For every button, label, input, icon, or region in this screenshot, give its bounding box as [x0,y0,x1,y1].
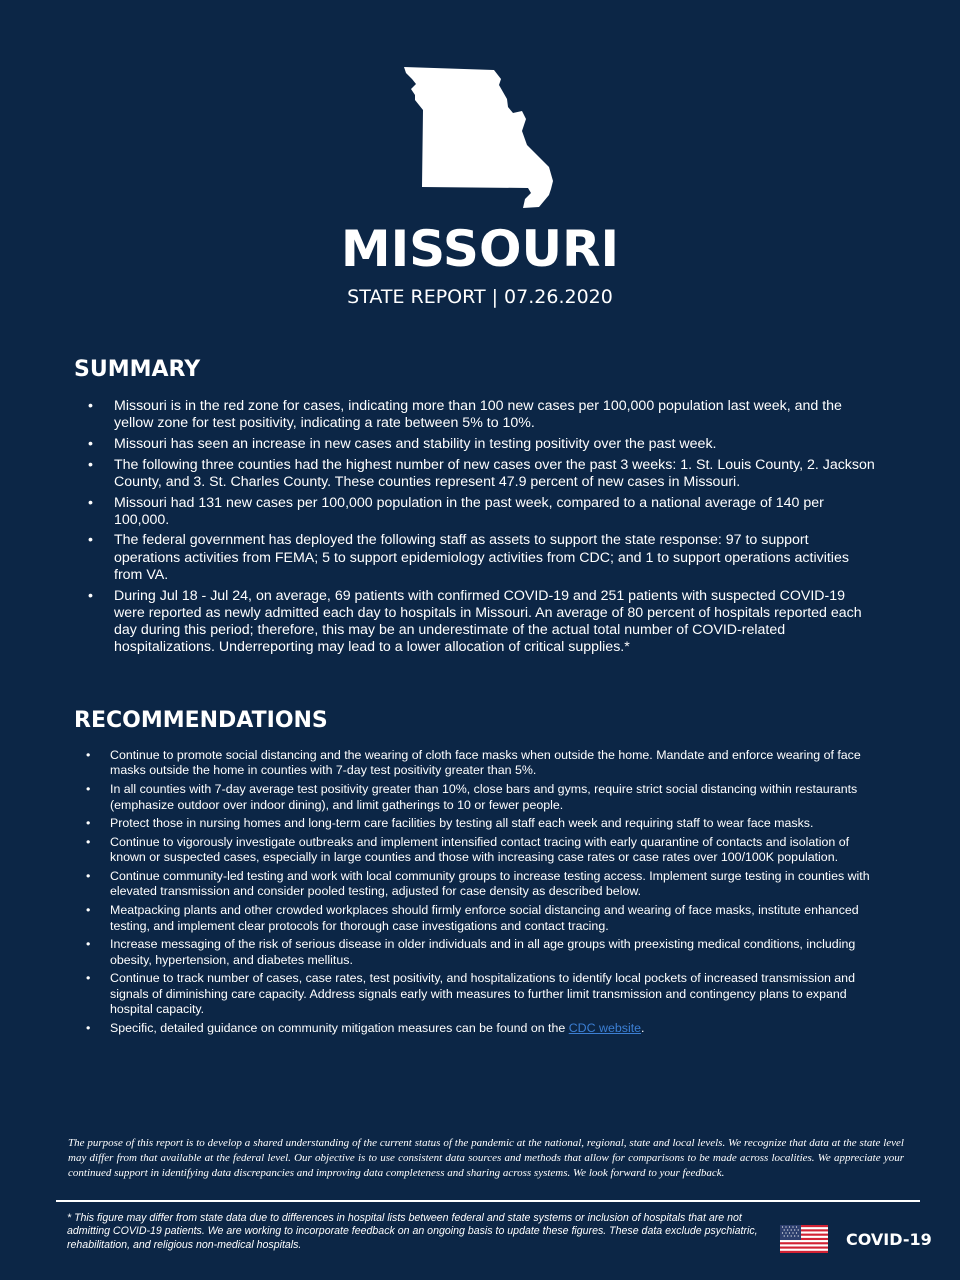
bullet-icon: • [88,435,93,452]
bullet-icon: • [88,532,93,549]
bullet-icon: • [88,494,93,511]
bullet-icon: • [86,834,91,849]
summary-item: • Missouri had 131 new cases per 100,000 population in the past week, compared to a national average of 140 per 100,000. [88,494,824,528]
us-flag-icon [780,1225,828,1253]
bullet-icon: • [88,456,93,473]
summary-item: • Missouri has seen an increase in new cases and stability in testing positivity over the past week. [88,435,717,452]
cdc-website-link[interactable]: CDC website [568,1020,642,1035]
recommendation-item: • Continue community-led testing and work with local community groups to increase testing access. Implement surge testing in counties with elevated transmission and consider pooled testing, adjusted for case density as described below. [86,869,870,899]
recommendation-item: • Continue to promote social distancing and the wearing of cloth face masks when outside the home. Mandate and enforce wearing of face masks outside the home in counties with 7-day test positivity greater than 5%. [86,748,861,778]
covid-19-label: COVID-19 [846,1230,932,1249]
page-title: MISSOURI [340,220,620,278]
bullet-icon: • [88,587,93,604]
recommendation-item: • In all counties with 7-day average test positivity greater than 10%, close bars and gyms, require strict social distancing within restaurants (emphasize outdoor over indoor dining), and limit gatherings to 10 or fewer people. [86,782,858,812]
summary-item: • The following three counties had the highest number of new cases over the past 3 weeks: 1. St. Louis County, 2. Jackson County, and 3. St. Charles County. These counties represent 47.9 percent of new cases in Missouri. [88,456,875,490]
recommendations-list [86,748,876,1040]
bullet-icon: • [86,869,91,884]
bullet-icon: • [86,971,91,986]
bullet-icon: • [86,937,91,952]
summary-heading: SUMMARY [74,357,201,382]
hospital-footnote: * This figure may differ from state data due to differences in hospital lists between federal and state systems or inclusion of hospitals that are not admitting COVID-19 patients. We are working to incorporate feedback on an ongoing basis to update these figures. These data exclude psychiatric, rehabilitation, and religious non-medical hospitals. [67,1212,758,1251]
summary-item: • The federal government has deployed the following staff as assets to support the state response: 97 to support operations activities from FEMA; 5 to support epidemiology activities from CDC; and 1 to support operations activities from VA. [88,532,849,583]
missouri-map-icon [403,67,557,208]
report-subtitle: STATE REPORT | 07.26.2020 [347,286,613,308]
recommendation-item: • Increase messaging of the risk of serious disease in older individuals and in all age groups with preexisting medical conditions, including obesity, hypertension, and diabetes mellitus. [86,937,856,967]
recommendation-item: • Protect those in nursing homes and long-term care facilities by testing all staff each week and requiring staff to wear face masks. [86,816,814,831]
bullet-icon: • [86,1020,91,1035]
bullet-icon: • [88,398,93,414]
recommendations-heading: RECOMMENDATIONS [74,708,328,733]
bullet-icon: • [86,903,91,918]
bullet-icon: • [86,748,91,762]
recommendation-item: • Meatpacking plants and other crowded workplaces should firmly enforce social distancing and wearing of face masks, institute enhanced testing, and implement clear protocols for thorough case investigations and contact tracing. [86,903,859,933]
summary-item: • During Jul 18 - Jul 24, on average, 69 patients with confirmed COVID-19 and 251 patients with suspected COVID-19 were reported as newly admitted each day to hospitals in Missouri. An average of 80 percent of hospitals reported each day during this period; therefore, this may be an underestimate of the actual total number of COVID-related hospitalizations. Underreporting may lead to a lower allocation of critical supplies.* [88,587,862,656]
recommendation-item: • Continue to vigorously investigate outbreaks and implement intensified contact tracing with early quarantine of contacts and isolation of known or suspected cases, especially in large counties and those with increasing case rates or case rates over 100/100K population. [86,834,850,865]
summary-item: • Missouri is in the red zone for cases, indicating more than 100 new cases per 100,000 population last week, and the yellow zone for test positivity, indicating a rate between 5% to 10%. [88,398,842,432]
recommendation-item: • Specific, detailed guidance on community mitigation measures can be found on the CDC website. [86,1020,645,1035]
purpose-statement: The purpose of this report is to develop a shared understanding of the current status of the pandemic at the national, regional, state and local levels. We recognize that data at the state level may differ from that available at the federal level. Our objective is to use consistent data sources and methods that allow for comparisons to be made across localities. We appreciate your continued support in identifying data discrepancies and improving data completeness and sharing across systems. We look forward to your feedback. [68,1137,904,1179]
bullet-icon: • [86,782,91,797]
recommendation-item: • Continue to track number of cases, case rates, test positivity, and hospitalizations to identify local pockets of increased transmission and signals of diminishing care capacity. Address signals early with measures to further limit transmission and contingency plans to expand hospital capacity. [86,971,855,1017]
footer-divider [56,1200,920,1202]
summary-list [88,398,878,660]
bullet-icon: • [86,816,91,831]
